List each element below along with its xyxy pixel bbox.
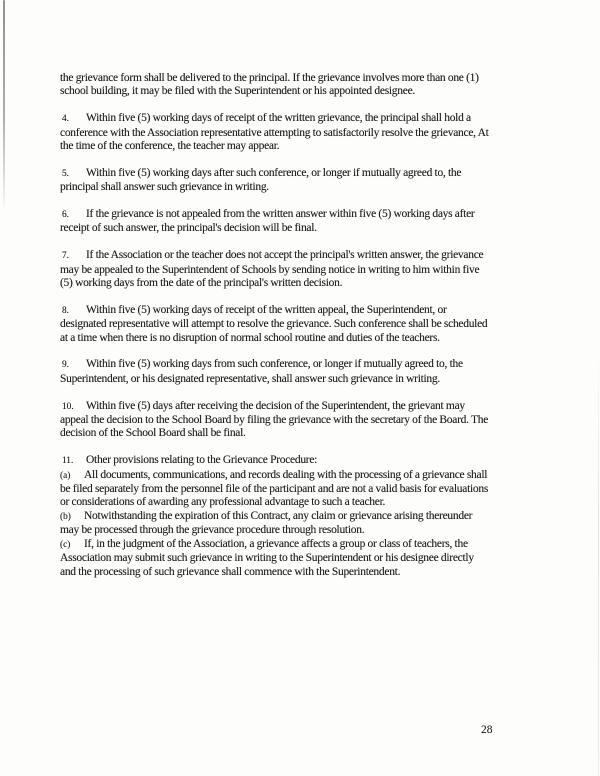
list-item-4 [60, 112, 490, 153]
item-number: 8. [62, 305, 69, 316]
item-number: 6. [62, 210, 69, 221]
list-item-6 [60, 208, 490, 236]
list-subitem-b [60, 510, 490, 538]
item-text: Within five (5) working days of receipt of the written appeal, the Superintendent, or designated representative will attempt to resolve the grievance. Such conference shall be scheduled at a time when there is no disruption of normal school routine and duties of the teachers. [60, 303, 488, 344]
page-number: 28 [481, 724, 493, 736]
item-text: Within five (5) days after receiving the decision of the Superintendent, the grievant may appeal the decision to the School Board by filing the grievance with the secretary of the Board. The decision of the School Board shall be final. [60, 399, 489, 440]
item-text: Other provisions relating to the Grievance Procedure: [86, 454, 318, 467]
list-item-8 [60, 304, 490, 345]
subitem-number: (c) [60, 539, 71, 550]
item-number: 10. [62, 401, 74, 412]
paragraph-continuation: the grievance form shall be delivered to the principal. If the grievance involves more than one (1) school building, it may be filed with the Superintendent or his appointed designee. [60, 72, 479, 98]
item-number: 9. [62, 360, 69, 371]
list-item-7 [60, 249, 490, 290]
item-number: 7. [62, 251, 69, 262]
subitem-text: Notwithstanding the expiration of this Contract, any claim or grievance arising thereunder may be processed through the grievance procedure through resolution. [60, 509, 473, 537]
list-item-11 [60, 454, 490, 468]
scan-artifact-left-edge [3, 0, 5, 212]
list-subitem-a [60, 469, 490, 510]
item-text: Within five (5) working days of receipt of the written grievance, the principal shall hold a conference with the Association representative attempting to satisfactorily resolve the grievance, At the time of the conference, the teacher may appear. [60, 112, 489, 153]
item-text: If the grievance is not appealed from the written answer within five (5) working days after receipt of such answer, the principal's decision will be final. [60, 208, 475, 235]
item-text: If the Association or the teacher does not accept the principal's written answer, the grievance may be appealed to the Superintendent of Schools by sending notice in writing to him within five (5) working days from the date of the principal's written decision. [60, 249, 484, 290]
scan-artifact-right-edge [598, 340, 600, 776]
subitem-number: (a) [60, 470, 71, 481]
list-item-5 [60, 167, 490, 195]
list-subitem-c [60, 538, 490, 579]
list-item-10 [60, 400, 490, 441]
item-text: Within five (5) working days after such conference, or longer if mutually agreed to, the principal shall answer such grievance in writing. [60, 166, 462, 194]
page-body [60, 72, 490, 579]
subitem-text: If, in the judgment of the Association, a grievance affects a group or class of teachers, the Association may submit such grievance in writing to the Superintendent or his designee directly and the processing of such grievance shall commence with the Superintendent. [60, 537, 474, 578]
subitem-text: All documents, communications, and records dealing with the processing of a grievance shall be filed separately from the personnel file of the participant and are not a valid basis for evaluations or considerations of awarding any professional advantage to such a teacher. [60, 468, 489, 509]
item-number: 5. [62, 168, 69, 179]
list-item-9 [60, 358, 490, 386]
subitem-number: (b) [60, 511, 71, 522]
item-text: Within five (5) working days from such conference, or longer if mutually agreed to, the Superintendent, or his designated representative, shall answer such grievance in writing. [60, 358, 463, 385]
item-number: 11. [62, 456, 74, 467]
item-number: 4. [62, 114, 69, 125]
